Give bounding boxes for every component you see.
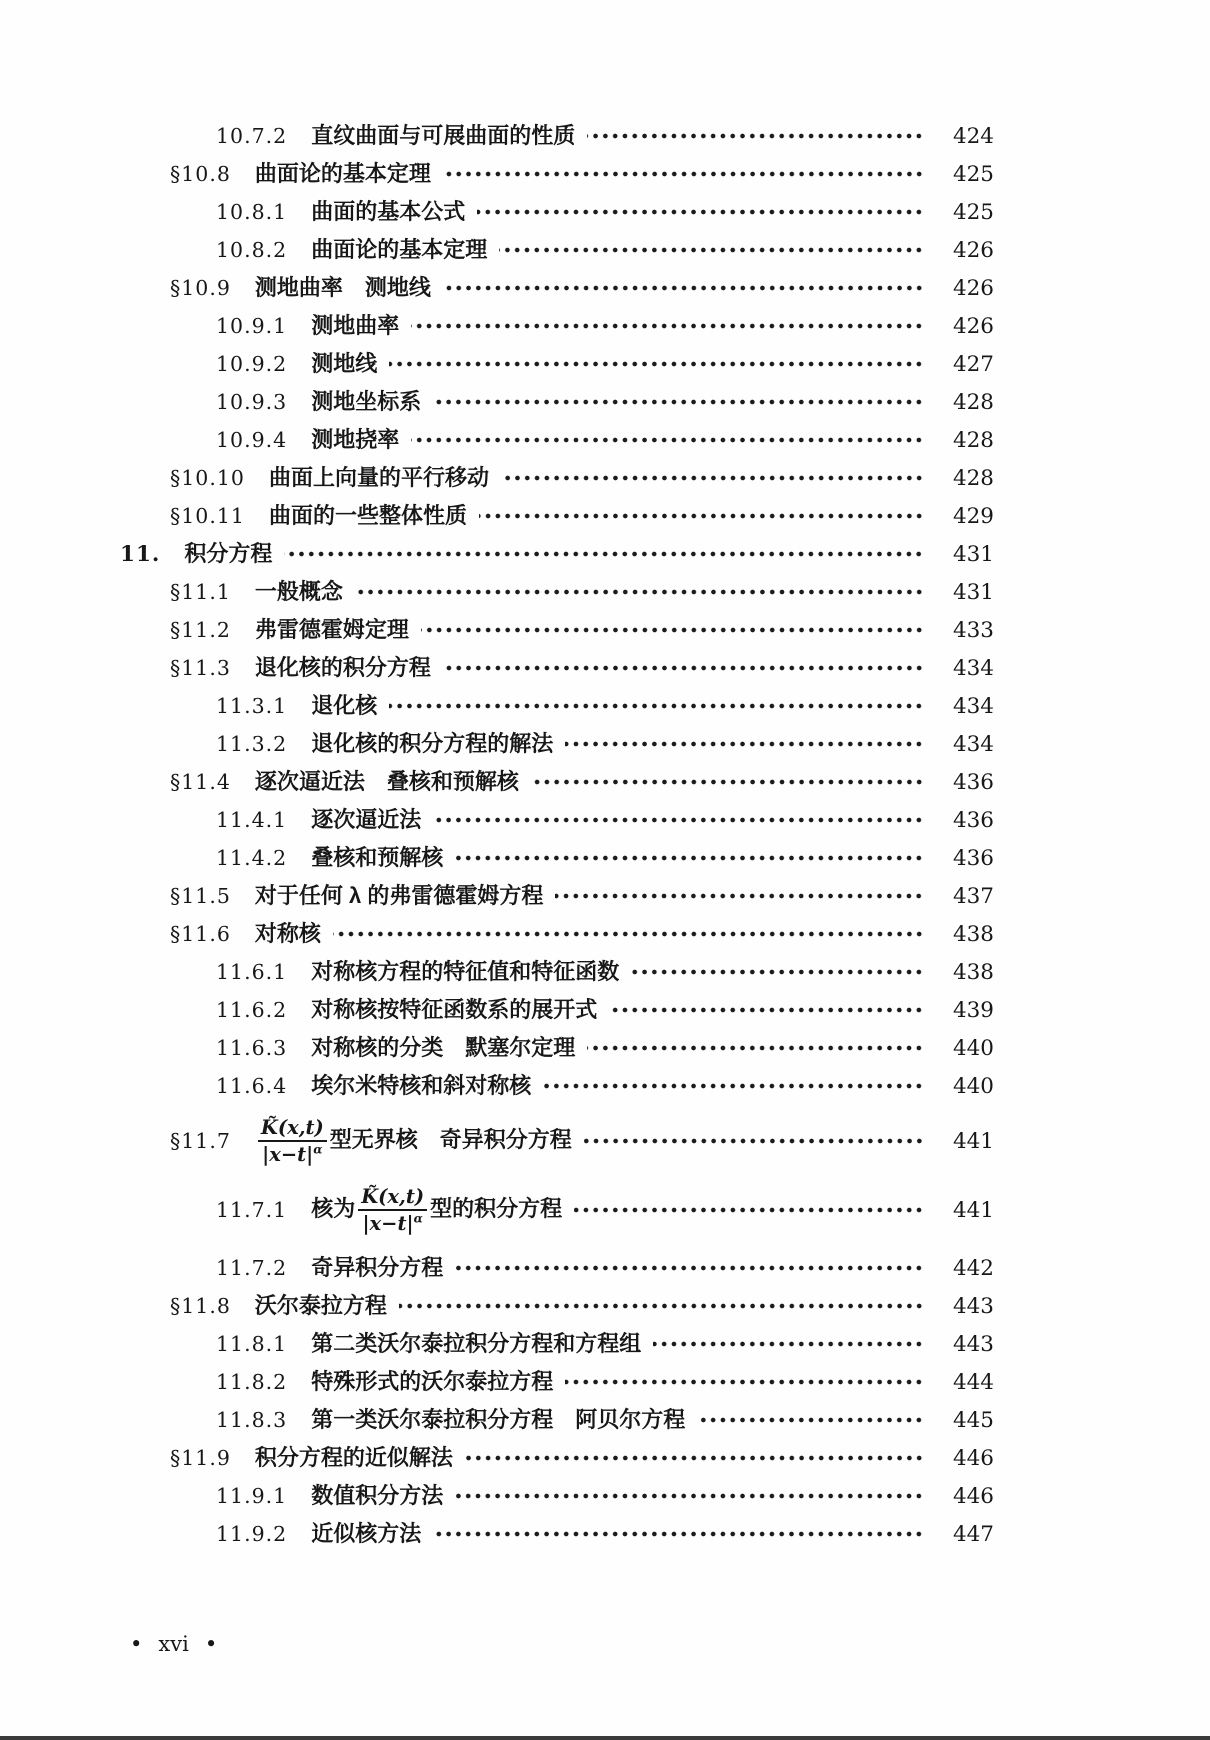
toc-entry-number: 11.6.2: [216, 998, 288, 1022]
dot-leader: [499, 245, 924, 255]
toc-entry-page: 436: [952, 808, 994, 833]
toc-entry-title: 奇异积分方程: [311, 1254, 444, 1280]
toc-entry-title: 核为 $\frac{K̃(x,t)}{|x-t|^\alpha}$ 型的积分方程: [311, 1184, 563, 1236]
toc-entry-page: 434: [952, 694, 994, 719]
toc-entry-number: 10.9.4: [216, 428, 288, 452]
dot-leader: [411, 435, 924, 445]
toc-entry: [120, 312, 994, 340]
dot-leader: [433, 397, 924, 407]
toc-entry-page: 438: [952, 960, 994, 985]
toc-entry-page: 424: [952, 124, 994, 149]
toc-entry-number: §11.3: [170, 656, 231, 680]
toc-entry-number: 10.9.1: [216, 314, 288, 338]
toc-entry: [120, 1368, 994, 1396]
toc-entry: [120, 350, 994, 378]
toc-entry: [120, 464, 994, 492]
dot-leader: [479, 511, 924, 521]
page-footer: [130, 1632, 217, 1656]
toc-entry: [120, 502, 994, 530]
toc-entry-title: 退化核的积分方程的解法: [311, 731, 554, 756]
toc-entry-number: 10.7.2: [216, 124, 288, 148]
toc-entry-title: 埃尔米特核和斜对称核: [311, 1073, 532, 1098]
toc-entry-page: 426: [952, 276, 994, 301]
toc-entry: [120, 1482, 994, 1510]
toc-entry-title: 测地坐标系: [311, 389, 422, 414]
dot-leader: [443, 169, 924, 179]
dot-leader: [587, 1043, 924, 1053]
dot-leader: [531, 777, 924, 787]
toc-entry-title: 一般概念: [254, 579, 343, 604]
toc-entry-number: §11.5: [170, 884, 231, 908]
dot-leader: [399, 1301, 924, 1311]
toc-entry-number: 11.6.4: [216, 1074, 288, 1098]
footer-dot-right: •: [204, 1632, 218, 1656]
toc-entry: [120, 730, 994, 758]
toc-entry: [120, 236, 994, 264]
toc-entry: [120, 426, 994, 454]
fraction-kernel: $\frac{K̃(x,t)}{|x-t|^\alpha}$: [258, 1116, 327, 1167]
toc-entry-number: §11.2: [170, 618, 231, 642]
toc-entry-title: 第二类沃尔泰拉积分方程和方程组: [311, 1330, 642, 1356]
toc-entry-title: 对称核的分类 默塞尔定理: [311, 1035, 576, 1060]
toc-entry-page: 431: [952, 580, 994, 605]
toc-entry-number: 10.9.3: [216, 390, 288, 414]
toc-entry-page: 446: [952, 1445, 994, 1471]
toc-entry-title: 直纹曲面与可展曲面的性质: [311, 123, 576, 148]
toc-entry: [120, 160, 994, 188]
toc-entry-title: 退化核: [311, 693, 378, 718]
toc-entry-number: 11.7.1: [216, 1197, 288, 1222]
dot-leader: [284, 549, 924, 559]
toc-entry-page: 427: [952, 352, 994, 377]
toc-entry: [120, 122, 994, 150]
dot-leader: [421, 625, 924, 635]
toc-entry-title: 积分方程的近似解法: [254, 1444, 453, 1470]
toc-entry: [120, 198, 994, 226]
toc-entry-title: 数值积分方法: [311, 1482, 444, 1508]
page-number-roman: xvi: [158, 1632, 189, 1656]
dot-leader: [584, 1136, 924, 1146]
toc-entry: [120, 1116, 994, 1167]
dot-leader: [465, 1453, 924, 1463]
toc-entry-page: 441: [952, 1197, 994, 1223]
dot-leader: [565, 1377, 924, 1387]
toc-entry-number: 11.4.1: [216, 808, 288, 832]
toc-entry-page: 443: [952, 1331, 994, 1357]
toc-entry-page: 441: [952, 1128, 994, 1154]
toc-entry-title: $\frac{K̃(x,t)}{|x-t|^\alpha}$ 型无界核 奇异积分方程: [255, 1116, 572, 1167]
toc-entry-page: 425: [952, 200, 994, 225]
dot-leader: [501, 473, 924, 483]
dot-leader: [653, 1339, 924, 1349]
toc-entry: [120, 1254, 994, 1282]
toc-entry-number: §10.8: [170, 162, 231, 186]
toc-entry-page: 444: [952, 1369, 994, 1395]
toc-entry-title: 曲面的一些整体性质: [268, 503, 467, 528]
toc-entry: [120, 1185, 994, 1236]
toc-entry: [120, 388, 994, 416]
toc-entry-number: §10.9: [170, 276, 231, 300]
toc-entry-number: 10.8.1: [216, 200, 288, 224]
dot-leader: [543, 1081, 924, 1091]
toc-entry-page: 428: [952, 466, 994, 491]
dot-leader: [574, 1205, 924, 1215]
toc-entry-title: 测地曲率: [311, 313, 400, 338]
toc-entry: [120, 768, 994, 796]
toc-entry-title: 曲面上向量的平行移动: [268, 465, 489, 490]
toc-entry-title: 对于任何 λ 的弗雷德霍姆方程: [254, 883, 544, 908]
toc-entry-number: 11.: [120, 542, 161, 567]
dot-leader: [411, 321, 924, 331]
scan-edge-line: [0, 1736, 1210, 1740]
toc-entry-page: 436: [952, 846, 994, 871]
toc-entry: [120, 1330, 994, 1358]
footer-dot-left: •: [130, 1632, 143, 1656]
toc-entry: [120, 578, 994, 606]
toc-entry-page: 425: [952, 162, 994, 187]
toc-entry: [120, 540, 994, 568]
toc-entry-number: §11.8: [170, 1293, 231, 1318]
toc-entry: [120, 882, 994, 910]
toc-entry-title: 曲面论的基本定理: [254, 161, 431, 186]
toc-entry-number: §10.11: [170, 504, 245, 528]
toc-entry-number: §11.6: [170, 922, 231, 946]
toc-entry: [120, 274, 994, 302]
toc-entry-page: 438: [952, 922, 994, 947]
dot-leader: [477, 207, 924, 217]
toc-entry-page: 429: [952, 504, 994, 529]
toc-entry-page: 445: [952, 1407, 994, 1433]
toc-entry-number: 11.7.2: [216, 1255, 288, 1280]
toc-entry-title: 对称核按特征函数系的展开式: [311, 997, 598, 1022]
dot-leader: [631, 967, 924, 977]
toc-entry-page: 440: [952, 1036, 994, 1061]
toc-entry-number: 11.3.1: [216, 694, 288, 718]
toc-entry-title: 测地线: [311, 351, 378, 376]
toc-entry-title: 逐次逼近法 叠核和预解核: [254, 769, 519, 794]
toc-entry-number: §11.7: [170, 1128, 231, 1153]
dot-leader: [389, 701, 924, 711]
toc-entry-title: 叠核和预解核: [311, 845, 444, 870]
toc-entry-number: 11.8.1: [216, 1331, 288, 1356]
toc-entry-title: 测地挠率: [311, 427, 400, 452]
toc-entry-number: §11.4: [170, 770, 231, 794]
dot-leader: [697, 1415, 924, 1425]
toc-entry-number: 11.4.2: [216, 846, 288, 870]
toc-entry: [120, 654, 994, 682]
dot-leader: [609, 1005, 924, 1015]
toc-entry-title: 弗雷德霍姆定理: [254, 617, 409, 642]
toc-entry-title: 对称核方程的特征值和特征函数: [311, 959, 620, 984]
dot-leader: [587, 131, 924, 141]
toc-entry: [120, 1444, 994, 1472]
toc-entry: [120, 1292, 994, 1320]
toc-entry: [120, 1072, 994, 1100]
toc-entry-title: 对称核: [254, 921, 321, 946]
toc-entry-number: 11.8.3: [216, 1407, 288, 1432]
toc-entry-page: 439: [952, 998, 994, 1023]
toc-entry-page: 426: [952, 238, 994, 263]
toc-entry: [120, 616, 994, 644]
toc-entry: [120, 1034, 994, 1062]
toc-entry-page: 447: [952, 1521, 994, 1547]
toc-entry-page: 434: [952, 732, 994, 757]
toc-entry-number: 10.8.2: [216, 238, 288, 262]
toc-entry-title: 曲面的基本公式: [311, 199, 466, 224]
toc-entry-page: 428: [952, 390, 994, 415]
toc-entry-number: 11.6.3: [216, 1036, 288, 1060]
toc-entry-page: 446: [952, 1483, 994, 1509]
dot-leader: [433, 815, 924, 825]
dot-leader: [443, 283, 924, 293]
toc-entry: [120, 806, 994, 834]
toc-entry-page: 436: [952, 770, 994, 795]
toc-entry-page: 434: [952, 656, 994, 681]
toc-entry-number: 10.9.2: [216, 352, 288, 376]
toc-entry: [120, 692, 994, 720]
toc-entry: [120, 844, 994, 872]
toc-entry-page: 433: [952, 618, 994, 643]
dot-leader: [555, 891, 924, 901]
toc-entry-number: §11.1: [170, 580, 231, 604]
toc-entry-title: 第一类沃尔泰拉积分方程 阿贝尔方程: [311, 1406, 686, 1432]
toc-entry-number: 11.3.2: [216, 732, 288, 756]
toc-entry-title: 逐次逼近法: [311, 807, 422, 832]
dot-leader: [565, 739, 924, 749]
dot-leader: [455, 1263, 924, 1273]
dot-leader: [333, 929, 924, 939]
toc-entry: [120, 958, 994, 986]
toc-entry-number: 11.8.2: [216, 1369, 288, 1394]
toc-entry-page: 426: [952, 314, 994, 339]
toc-entry-page: 437: [952, 884, 994, 909]
toc-entry-title: 测地曲率 测地线: [254, 275, 431, 300]
dot-leader: [443, 663, 924, 673]
toc-entry: [120, 1406, 994, 1434]
toc-entry-title: 退化核的积分方程: [254, 655, 431, 680]
toc-entry-title: 曲面论的基本定理: [311, 237, 488, 262]
toc-entry-number: §11.9: [170, 1445, 231, 1470]
toc-entry-page: 440: [952, 1074, 994, 1099]
toc-entry: [120, 996, 994, 1024]
toc-entry-title: 特殊形式的沃尔泰拉方程: [311, 1368, 554, 1394]
dot-leader: [455, 853, 924, 863]
toc-entry-number: 11.6.1: [216, 960, 288, 984]
dot-leader: [355, 587, 924, 597]
toc-entry-title: 沃尔泰拉方程: [254, 1292, 387, 1318]
toc-entry-page: 431: [952, 542, 994, 567]
toc-entry-number: 11.9.1: [216, 1483, 288, 1508]
toc-entry: [120, 920, 994, 948]
toc-entry-page: 442: [952, 1255, 994, 1281]
toc-entry-page: 443: [952, 1293, 994, 1319]
toc-entry-number: §10.10: [170, 466, 245, 490]
dot-leader: [455, 1491, 924, 1501]
dot-leader: [389, 359, 924, 369]
toc-entry-number: 11.9.2: [216, 1521, 288, 1546]
toc-entry: [120, 1520, 994, 1548]
dot-leader: [433, 1529, 924, 1539]
fraction-kernel: $\frac{K̃(x,t)}{|x-t|^\alpha}$: [358, 1185, 427, 1236]
toc-entry-page: 428: [952, 428, 994, 453]
table-of-contents: [120, 122, 994, 1558]
toc-entry-title: 积分方程: [184, 541, 273, 566]
toc-entry-title: 近似核方法: [311, 1520, 422, 1546]
